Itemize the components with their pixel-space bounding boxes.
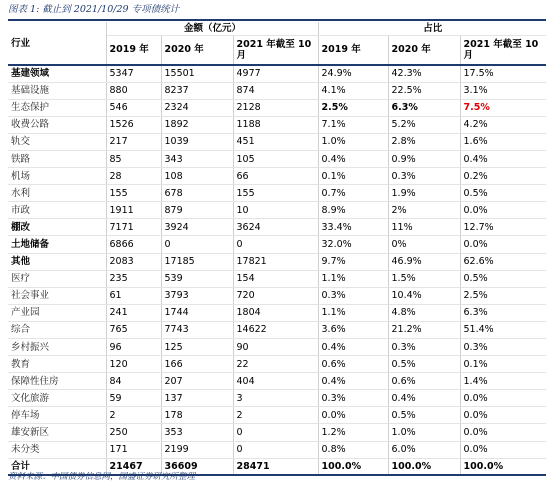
- cell-s2021: 0.1%: [460, 356, 546, 373]
- cell-a2019: 61: [106, 287, 161, 304]
- table-row: [8, 202, 546, 219]
- cell-a2021: 17821: [233, 253, 318, 270]
- row-label: 机场: [8, 168, 106, 185]
- source-note: 资料来源：中国债券信息网，国盛证券研究所整理: [8, 472, 196, 482]
- cell-s2019: 1.2%: [318, 424, 388, 441]
- cell-s2019: 0.3%: [318, 287, 388, 304]
- cell-s2019: 1.0%: [318, 133, 388, 150]
- row-label: 土地储备: [8, 236, 106, 253]
- cell-s2019: 8.9%: [318, 202, 388, 219]
- cell-a2021: 1804: [233, 304, 318, 321]
- cell-s2019: 7.1%: [318, 116, 388, 133]
- row-label: 保障性住房: [8, 373, 106, 390]
- cell-s2020: 0%: [388, 236, 460, 253]
- cell-a2021: 720: [233, 287, 318, 304]
- cell-a2019: 1526: [106, 116, 161, 133]
- cell-s2019: 0.4%: [318, 373, 388, 390]
- cell-a2021: 22: [233, 356, 318, 373]
- cell-s2020: 1.5%: [388, 270, 460, 287]
- cell-s2021: 0.5%: [460, 270, 546, 287]
- table-row: [8, 304, 546, 321]
- cell-a2021: 404: [233, 373, 318, 390]
- cell-a2019: 171: [106, 441, 161, 458]
- cell-a2020: 7743: [161, 321, 233, 338]
- cell-a2020: 2199: [161, 441, 233, 458]
- table-row: [8, 287, 546, 304]
- figure-caption: 图表 1: 截止到 2021/10/29 专项债统计: [8, 4, 180, 15]
- cell-s2020: 0.5%: [388, 407, 460, 424]
- cell-s2021: 12.7%: [460, 219, 546, 236]
- cell-a2020: 15501: [161, 65, 233, 82]
- cell-a2020: 108: [161, 168, 233, 185]
- caption-rule: [8, 19, 546, 21]
- cell-s2020: 21.2%: [388, 321, 460, 338]
- cell-s2020: 1.0%: [388, 424, 460, 441]
- cell-s2019: 0.8%: [318, 441, 388, 458]
- cell-a2021: 874: [233, 82, 318, 99]
- cell-a2021: 0: [233, 424, 318, 441]
- cell-a2021: 2128: [233, 99, 318, 116]
- bond-statistics-table: [8, 22, 546, 476]
- cell-s2020: 6.0%: [388, 441, 460, 458]
- cell-a2019: 21467: [106, 458, 161, 475]
- table-row: [8, 236, 546, 253]
- cell-s2021: 0.2%: [460, 168, 546, 185]
- cell-s2021: 62.6%: [460, 253, 546, 270]
- cell-s2021: 3.1%: [460, 82, 546, 99]
- cell-s2020: 11%: [388, 219, 460, 236]
- row-label: 合计: [8, 458, 106, 475]
- cell-s2019: 4.1%: [318, 82, 388, 99]
- table-row: [8, 65, 546, 82]
- table-row: [8, 339, 546, 356]
- row-label: 未分类: [8, 441, 106, 458]
- cell-s2021: 6.3%: [460, 304, 546, 321]
- cell-s2021: 1.4%: [460, 373, 546, 390]
- cell-a2020: 1892: [161, 116, 233, 133]
- header-share-2021: 2021 年截至 10 月: [460, 35, 546, 65]
- cell-s2021: 0.4%: [460, 150, 546, 167]
- cell-a2019: 1911: [106, 202, 161, 219]
- cell-s2020: 4.8%: [388, 304, 460, 321]
- cell-s2021: 0.0%: [460, 407, 546, 424]
- cell-s2021: 2.5%: [460, 287, 546, 304]
- cell-a2021: 3624: [233, 219, 318, 236]
- table-row: [8, 407, 546, 424]
- cell-s2021: 0.0%: [460, 441, 546, 458]
- row-label: 收费公路: [8, 116, 106, 133]
- table-row: [8, 321, 546, 338]
- row-label: 生态保护: [8, 99, 106, 116]
- table-row: [8, 150, 546, 167]
- table-row: [8, 185, 546, 202]
- cell-s2021: 0.0%: [460, 202, 546, 219]
- cell-a2020: 879: [161, 202, 233, 219]
- cell-s2020: 1.9%: [388, 185, 460, 202]
- table-row: [8, 270, 546, 287]
- cell-s2021: 0.0%: [460, 390, 546, 407]
- cell-a2019: 5347: [106, 65, 161, 82]
- cell-s2019: 2.5%: [318, 99, 388, 116]
- cell-a2021: 155: [233, 185, 318, 202]
- row-label: 教育: [8, 356, 106, 373]
- cell-s2019: 0.4%: [318, 339, 388, 356]
- cell-a2020: 207: [161, 373, 233, 390]
- cell-s2020: 0.4%: [388, 390, 460, 407]
- cell-a2019: 2083: [106, 253, 161, 270]
- row-label: 文化旅游: [8, 390, 106, 407]
- cell-s2020: 46.9%: [388, 253, 460, 270]
- table-row: [8, 390, 546, 407]
- cell-a2020: 125: [161, 339, 233, 356]
- table-row: [8, 82, 546, 99]
- header-share-group: 占比: [318, 22, 546, 35]
- cell-s2020: 6.3%: [388, 99, 460, 116]
- cell-a2020: 0: [161, 236, 233, 253]
- cell-s2021: 7.5%: [460, 99, 546, 116]
- row-label: 轨交: [8, 133, 106, 150]
- cell-a2021: 105: [233, 150, 318, 167]
- header-amount-2021: 2021 年截至 10 月: [233, 35, 318, 65]
- row-label: 市政: [8, 202, 106, 219]
- row-label: 停车场: [8, 407, 106, 424]
- cell-s2019: 1.1%: [318, 270, 388, 287]
- table-row: [8, 219, 546, 236]
- row-label: 水利: [8, 185, 106, 202]
- cell-s2021: 0.0%: [460, 424, 546, 441]
- row-label: 其他: [8, 253, 106, 270]
- cell-a2020: 178: [161, 407, 233, 424]
- cell-a2021: 0: [233, 441, 318, 458]
- cell-a2020: 539: [161, 270, 233, 287]
- row-label: 医疗: [8, 270, 106, 287]
- table-row: [8, 99, 546, 116]
- cell-s2019: 24.9%: [318, 65, 388, 82]
- header-amount-group: 金额（亿元）: [106, 22, 318, 35]
- cell-a2019: 546: [106, 99, 161, 116]
- cell-a2020: 1039: [161, 133, 233, 150]
- table-row: [8, 116, 546, 133]
- header-share-2020: 2020 年: [388, 35, 460, 65]
- cell-a2021: 1188: [233, 116, 318, 133]
- cell-a2020: 8237: [161, 82, 233, 99]
- cell-s2020: 10.4%: [388, 287, 460, 304]
- cell-a2019: 765: [106, 321, 161, 338]
- cell-s2021: 0.5%: [460, 185, 546, 202]
- cell-s2020: 2.8%: [388, 133, 460, 150]
- cell-s2020: 0.9%: [388, 150, 460, 167]
- header-industry: 行业: [8, 22, 106, 65]
- cell-s2021: 100.0%: [460, 458, 546, 475]
- cell-s2019: 0.1%: [318, 168, 388, 185]
- cell-s2019: 33.4%: [318, 219, 388, 236]
- cell-s2020: 100.0%: [388, 458, 460, 475]
- cell-a2019: 241: [106, 304, 161, 321]
- row-label: 综合: [8, 321, 106, 338]
- row-label: 基础设施: [8, 82, 106, 99]
- cell-a2021: 2: [233, 407, 318, 424]
- cell-a2019: 250: [106, 424, 161, 441]
- cell-a2021: 10: [233, 202, 318, 219]
- cell-a2019: 96: [106, 339, 161, 356]
- cell-a2020: 2324: [161, 99, 233, 116]
- header-row-groups: [8, 22, 546, 35]
- table-row: [8, 133, 546, 150]
- cell-s2019: 1.1%: [318, 304, 388, 321]
- cell-a2020: 17185: [161, 253, 233, 270]
- cell-a2019: 6866: [106, 236, 161, 253]
- cell-a2021: 3: [233, 390, 318, 407]
- table-row: [8, 441, 546, 458]
- cell-a2019: 120: [106, 356, 161, 373]
- row-label: 棚改: [8, 219, 106, 236]
- cell-s2020: 22.5%: [388, 82, 460, 99]
- cell-s2019: 3.6%: [318, 321, 388, 338]
- cell-s2020: 0.3%: [388, 168, 460, 185]
- row-label: 基建领域: [8, 65, 106, 82]
- table-row: [8, 373, 546, 390]
- cell-s2020: 0.3%: [388, 339, 460, 356]
- cell-a2021: 0: [233, 236, 318, 253]
- cell-s2019: 9.7%: [318, 253, 388, 270]
- header-share-2019: 2019 年: [318, 35, 388, 65]
- cell-a2019: 155: [106, 185, 161, 202]
- row-label: 铁路: [8, 150, 106, 167]
- cell-a2019: 2: [106, 407, 161, 424]
- cell-a2021: 451: [233, 133, 318, 150]
- cell-s2020: 5.2%: [388, 116, 460, 133]
- cell-a2021: 14622: [233, 321, 318, 338]
- table-row: [8, 253, 546, 270]
- header-amount-2020: 2020 年: [161, 35, 233, 65]
- cell-a2019: 880: [106, 82, 161, 99]
- cell-a2021: 154: [233, 270, 318, 287]
- cell-s2019: 0.7%: [318, 185, 388, 202]
- cell-a2019: 28: [106, 168, 161, 185]
- cell-s2020: 0.6%: [388, 373, 460, 390]
- cell-s2019: 100.0%: [318, 458, 388, 475]
- cell-s2021: 1.6%: [460, 133, 546, 150]
- cell-a2020: 343: [161, 150, 233, 167]
- header-amount-2019: 2019 年: [106, 35, 161, 65]
- cell-a2020: 3793: [161, 287, 233, 304]
- cell-s2019: 0.4%: [318, 150, 388, 167]
- cell-a2020: 36609: [161, 458, 233, 475]
- cell-s2021: 4.2%: [460, 116, 546, 133]
- cell-a2019: 59: [106, 390, 161, 407]
- cell-s2021: 17.5%: [460, 65, 546, 82]
- cell-s2021: 51.4%: [460, 321, 546, 338]
- cell-a2020: 166: [161, 356, 233, 373]
- cell-s2019: 32.0%: [318, 236, 388, 253]
- cell-a2019: 84: [106, 373, 161, 390]
- cell-s2019: 0.3%: [318, 390, 388, 407]
- row-label: 乡村振兴: [8, 339, 106, 356]
- table-row: [8, 424, 546, 441]
- table-row: [8, 356, 546, 373]
- row-label: 雄安新区: [8, 424, 106, 441]
- cell-a2020: 3924: [161, 219, 233, 236]
- cell-s2019: 0.0%: [318, 407, 388, 424]
- cell-a2021: 28471: [233, 458, 318, 475]
- cell-s2020: 0.5%: [388, 356, 460, 373]
- cell-a2019: 85: [106, 150, 161, 167]
- table-row: [8, 168, 546, 185]
- cell-a2021: 66: [233, 168, 318, 185]
- cell-a2021: 90: [233, 339, 318, 356]
- row-label: 产业园: [8, 304, 106, 321]
- cell-a2020: 353: [161, 424, 233, 441]
- cell-s2021: 0.0%: [460, 236, 546, 253]
- cell-a2019: 217: [106, 133, 161, 150]
- cell-s2020: 2%: [388, 202, 460, 219]
- row-label: 社会事业: [8, 287, 106, 304]
- cell-s2021: 0.3%: [460, 339, 546, 356]
- cell-a2020: 1744: [161, 304, 233, 321]
- cell-a2020: 137: [161, 390, 233, 407]
- cell-a2019: 7171: [106, 219, 161, 236]
- cell-a2019: 235: [106, 270, 161, 287]
- cell-a2020: 678: [161, 185, 233, 202]
- cell-s2020: 42.3%: [388, 65, 460, 82]
- cell-s2019: 0.6%: [318, 356, 388, 373]
- cell-a2021: 4977: [233, 65, 318, 82]
